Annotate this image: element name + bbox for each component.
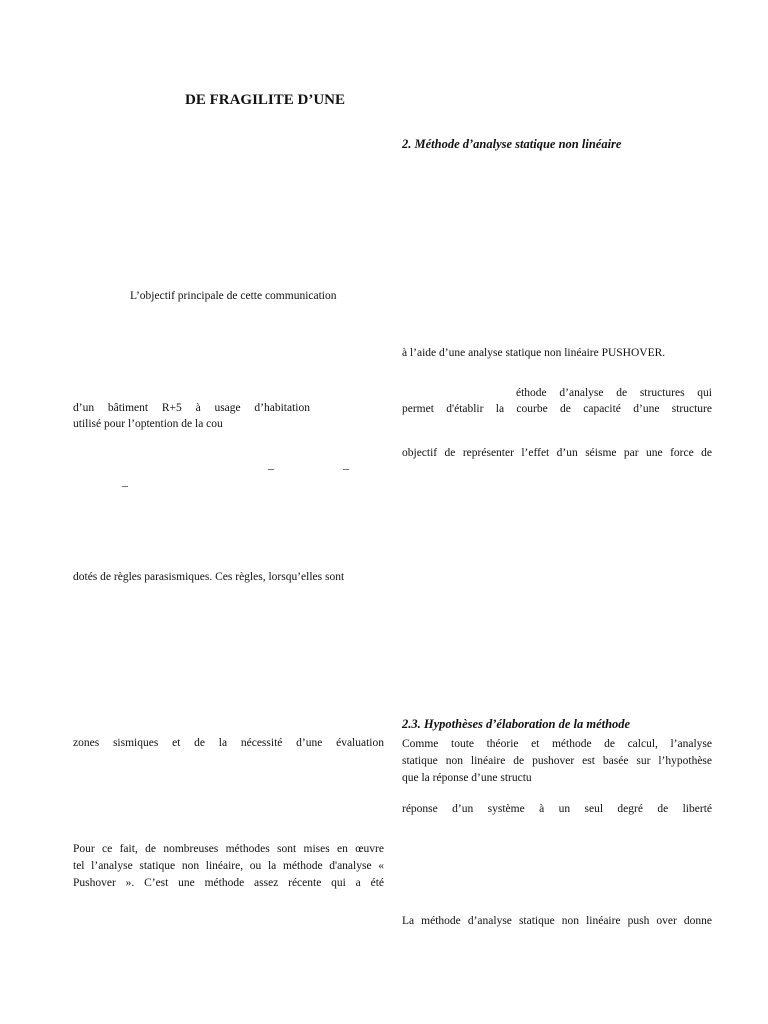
text-line: éthode d’analyse de structures qui	[516, 387, 712, 399]
paragraph-dotes: dotés de règles parasismiques. Ces règles, lorsqu’elles sont	[73, 571, 345, 583]
text-line: permet d'établir la courbe de capacité d’une structure	[402, 403, 712, 415]
text-line: Pushover ». C’est une méthode assez récente qui a été	[73, 877, 384, 889]
paragraph-aide: à l’aide d’une analyse statique non linéaire PUSHOVER.	[402, 347, 666, 359]
page-title: DE FRAGILITE D’UNE	[185, 92, 346, 108]
section-heading-2: 2. Méthode d’analyse statique non linéaire	[402, 137, 622, 151]
paragraph-objectif-right: objectif de représenter l’effet d’un séisme par une force de	[402, 447, 712, 459]
dash-mark: –	[122, 478, 128, 492]
section-heading-2-3: 2.3. Hypothèses d’élaboration de la méthode	[402, 717, 631, 731]
paragraph-objectif: L’objectif principale de cette communication	[130, 290, 337, 302]
dash-mark: –	[268, 461, 274, 475]
paragraph-reponse: réponse d’un système à un seul degré de liberté	[402, 803, 712, 815]
text-line: Pour ce fait, de nombreuses méthodes sont mises en œuvre	[73, 843, 384, 855]
paragraph-zones: zones sismiques et de la nécessité d’une évaluation	[73, 737, 384, 749]
paragraph-pour-ce-fait	[73, 841, 384, 892]
text-line: statique non linéaire de pushover est basée sur l’hypothèse	[402, 755, 712, 767]
text-line: que la réponse d’une structu	[402, 772, 532, 784]
text-line: Comme toute théorie et méthode de calcul, l’analyse	[402, 738, 712, 750]
paragraph-utilise: utilisé pour l’optention de la cou	[73, 418, 223, 430]
paragraph-batiment: d’un bâtiment R+5 à usage d’habitation	[73, 402, 310, 414]
paragraph-comme	[402, 736, 712, 787]
paragraph-methode: La méthode d’analyse statique non linéaire push over donne	[402, 915, 712, 927]
text-line: tel l’analyse statique non linéaire, ou la méthode d'analyse «	[73, 860, 384, 872]
dash-mark: –	[343, 461, 349, 475]
